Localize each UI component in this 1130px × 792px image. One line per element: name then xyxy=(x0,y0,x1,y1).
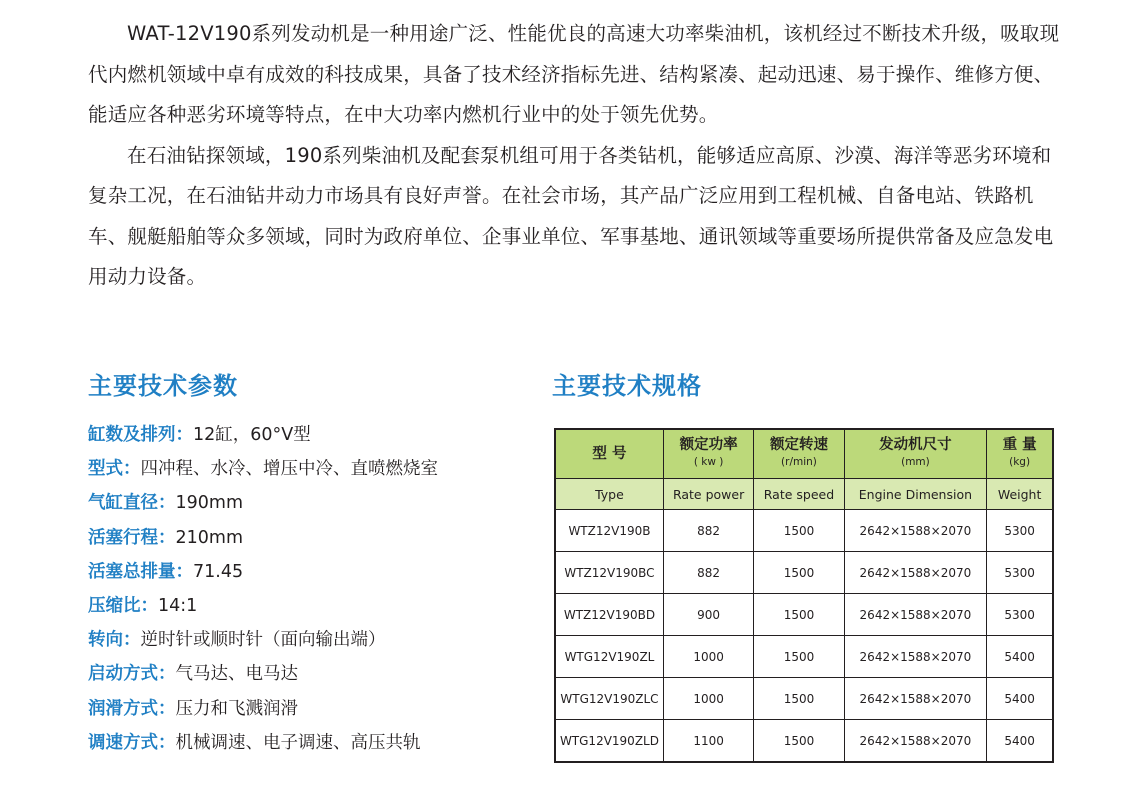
cell-rate-power: 882 xyxy=(663,510,753,552)
param-key: 润滑方式： xyxy=(88,698,176,719)
param-item xyxy=(88,486,528,520)
intro-paragraph-2: 在石油钻探领域，190系列柴油机及配套泵机组可用于各类钻机，能够适应高原、沙漠、海洋等恶劣环境和复杂工况，在石油钻井动力市场具有良好声誉。在社会市场，其产品广泛应用到工程机械、自备电站、铁路机车、舰艇船舶等众多领域，同时为政府单位、企事业单位、军事基地、通讯领域等重要场所提供常备及应急发电用动力设备。 xyxy=(88,143,1054,288)
cell-dimension: 2642×1588×2070 xyxy=(844,720,987,763)
cell-weight: 5300 xyxy=(987,594,1053,636)
header-unit: (r/min) xyxy=(781,456,817,468)
cell-dimension: 2642×1588×2070 xyxy=(844,636,987,678)
table-row xyxy=(555,636,1053,678)
param-key: 调速方式： xyxy=(88,732,176,753)
param-item xyxy=(88,623,528,657)
param-value: 71.45 xyxy=(193,561,244,582)
table-row xyxy=(555,678,1053,720)
header-weight-en: Weight xyxy=(987,479,1053,510)
cell-rate-speed: 1500 xyxy=(754,594,844,636)
header-label: 型 号 xyxy=(592,445,627,462)
cell-type: WTG12V190ZL xyxy=(555,636,663,678)
table-row xyxy=(555,510,1053,552)
cell-type: WTZ12V190BC xyxy=(555,552,663,594)
cell-rate-power: 900 xyxy=(663,594,753,636)
cell-weight: 5400 xyxy=(987,636,1053,678)
param-item xyxy=(88,555,528,589)
param-key: 启动方式： xyxy=(88,664,176,685)
header-label: 重 量 xyxy=(1002,437,1037,453)
param-value: 12缸，60°V型 xyxy=(193,425,311,445)
header-engine-dimension xyxy=(844,429,987,479)
param-value: 190mm xyxy=(175,493,243,514)
param-value: 四冲程、水冷、增压中冷、直喷燃烧室 xyxy=(140,459,438,480)
param-key: 活塞总排量： xyxy=(88,561,193,582)
cell-type: WTG12V190ZLD xyxy=(555,720,663,763)
header-weight xyxy=(987,429,1053,479)
cell-weight: 5400 xyxy=(987,720,1053,763)
cell-weight: 5400 xyxy=(987,678,1053,720)
header-unit: (kg) xyxy=(1009,456,1031,468)
intro-paragraph-1: WAT-12V190系列发动机是一种用途广泛、性能优良的高速大功率柴油机，该机经过不断技术升级，吸取现代内燃机领域中卓有成效的科技成果，具备了技术经济指标先进、结构紧凑、起动迅速、易于操作、维修方便、能适应各种恶劣环境等特点，在中大功率内燃机行业中的处于领先优势。 xyxy=(88,22,1060,126)
param-item xyxy=(88,418,528,452)
header-label: 额定功率 xyxy=(679,437,738,453)
intro-text xyxy=(88,14,1068,298)
params-section-title: 主要技术参数 xyxy=(88,372,238,400)
param-item xyxy=(88,726,528,760)
param-value: 14:1 xyxy=(158,595,198,616)
param-value: 压力和飞溅润滑 xyxy=(175,698,298,719)
param-item xyxy=(88,589,528,623)
header-rate-speed-en: Rate speed xyxy=(754,479,844,510)
specs-section-title: 主要技术规格 xyxy=(552,372,702,400)
param-key: 转向： xyxy=(88,630,141,651)
param-item xyxy=(88,452,528,486)
param-value: 210mm xyxy=(175,527,243,548)
cell-dimension: 2642×1588×2070 xyxy=(844,594,987,636)
header-label: 发动机尺寸 xyxy=(879,437,952,453)
header-type-en: Type xyxy=(555,479,663,510)
param-value: 逆时针或顺时针（面向输出端） xyxy=(140,630,386,651)
cell-rate-power: 1000 xyxy=(663,678,753,720)
cell-rate-power: 882 xyxy=(663,552,753,594)
param-key: 型式： xyxy=(88,459,141,480)
header-unit: (mm) xyxy=(901,456,930,468)
header-type xyxy=(555,429,663,479)
cell-dimension: 2642×1588×2070 xyxy=(844,678,987,720)
param-key: 活塞行程： xyxy=(88,527,176,548)
param-value: 气马达、电马达 xyxy=(175,664,298,685)
header-rate-power xyxy=(663,429,753,479)
cell-rate-speed: 1500 xyxy=(754,636,844,678)
param-item xyxy=(88,692,528,726)
param-key: 压缩比： xyxy=(88,595,158,616)
specs-table xyxy=(554,428,1054,763)
param-item xyxy=(88,657,528,691)
technical-params-list xyxy=(88,418,528,760)
table-row xyxy=(555,594,1053,636)
cell-type: WTZ12V190B xyxy=(555,510,663,552)
param-key: 气缸直径： xyxy=(88,493,176,514)
cell-dimension: 2642×1588×2070 xyxy=(844,552,987,594)
cell-rate-power: 1100 xyxy=(663,720,753,763)
param-value: 机械调速、电子调速、高压共轨 xyxy=(175,732,421,753)
cell-rate-speed: 1500 xyxy=(754,678,844,720)
cell-weight: 5300 xyxy=(987,510,1053,552)
cell-weight: 5300 xyxy=(987,552,1053,594)
table-row xyxy=(555,720,1053,763)
cell-type: WTZ12V190BD xyxy=(555,594,663,636)
header-rate-speed xyxy=(754,429,844,479)
cell-dimension: 2642×1588×2070 xyxy=(844,510,987,552)
header-label: 额定转速 xyxy=(769,437,828,453)
cell-rate-power: 1000 xyxy=(663,636,753,678)
cell-rate-speed: 1500 xyxy=(754,552,844,594)
param-item xyxy=(88,521,528,555)
cell-rate-speed: 1500 xyxy=(754,510,844,552)
header-unit: ( kw ) xyxy=(693,456,724,468)
cell-rate-speed: 1500 xyxy=(754,720,844,763)
cell-type: WTG12V190ZLC xyxy=(555,678,663,720)
table-row xyxy=(555,552,1053,594)
param-key: 缸数及排列： xyxy=(88,425,193,445)
header-row-cn xyxy=(555,429,1053,479)
header-rate-power-en: Rate power xyxy=(663,479,753,510)
header-engine-dimension-en: Engine Dimension xyxy=(844,479,987,510)
header-row-en xyxy=(555,479,1053,510)
